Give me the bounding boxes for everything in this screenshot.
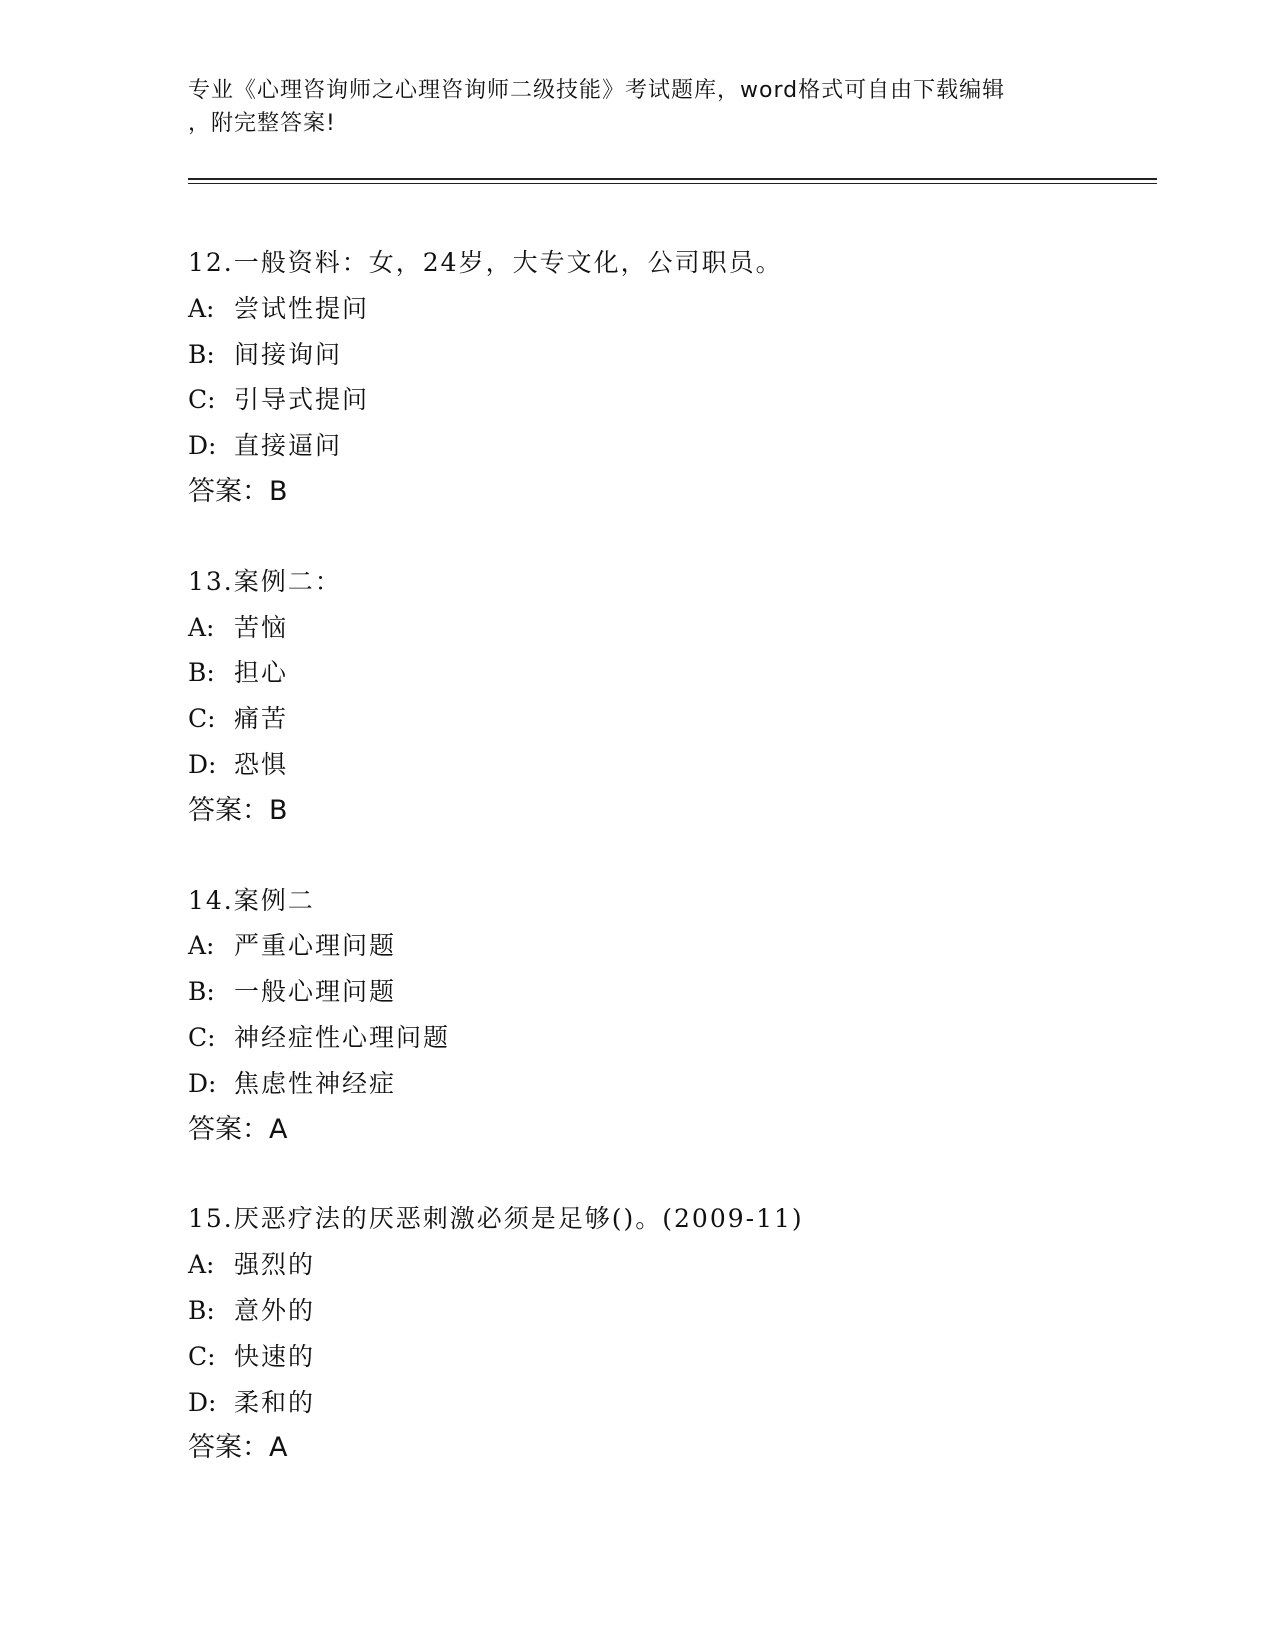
question-list (188, 240, 1148, 1515)
option-text: 恐惧 (234, 749, 289, 779)
option-a (188, 923, 1148, 969)
option-text: 担心 (234, 658, 289, 688)
option-text: 柔和的 (234, 1387, 316, 1417)
option-b (188, 332, 1148, 378)
question-15 (188, 1196, 1148, 1471)
option-text: 尝试性提问 (234, 293, 370, 323)
option-letter: B: (188, 339, 215, 369)
option-d (188, 1380, 1148, 1426)
option-letter: D: (188, 1387, 217, 1417)
option-c (188, 1015, 1148, 1061)
answer: 答案：B (188, 475, 288, 507)
header-line-1: 专业《心理咨询师之心理咨询师二级技能》考试题库，word格式可自由下载编辑 (188, 78, 1006, 103)
option-a (188, 286, 1148, 332)
option-c (188, 1334, 1148, 1380)
answer: 答案：A (188, 1113, 288, 1145)
question-14 (188, 878, 1148, 1153)
option-b (188, 650, 1148, 696)
option-text: 强烈的 (234, 1250, 316, 1280)
option-letter: B: (188, 977, 215, 1007)
option-text: 痛苦 (234, 704, 289, 734)
answer: 答案：B (188, 794, 288, 826)
option-c (188, 696, 1148, 742)
header-divider-bottom (188, 183, 1157, 184)
option-letter: A: (188, 612, 215, 642)
option-text: 间接询问 (234, 339, 343, 369)
question-title: 15.厌恶疗法的厌恶刺激必须是足够()。(2009-11) (188, 1204, 804, 1234)
option-text: 苦恼 (234, 612, 289, 642)
question-title: 13.案例二： (188, 566, 342, 596)
option-c (188, 377, 1148, 423)
option-b (188, 1288, 1148, 1334)
question-13 (188, 559, 1148, 834)
header-line-2: ，附完整答案! (188, 111, 336, 136)
option-a (188, 1242, 1148, 1288)
question-title: 14.案例二 (188, 885, 315, 915)
option-d (188, 423, 1148, 469)
option-text: 神经症性心理问题 (234, 1022, 451, 1052)
option-letter: B: (188, 1295, 215, 1325)
option-text: 快速的 (234, 1341, 316, 1371)
option-text: 焦虑性神经症 (234, 1068, 397, 1098)
option-a (188, 605, 1148, 651)
answer: 答案：A (188, 1432, 288, 1464)
document-header (188, 74, 1088, 140)
option-letter: B: (188, 658, 215, 688)
option-text: 直接逼问 (234, 431, 343, 461)
header-divider-top (188, 178, 1157, 180)
option-letter: D: (188, 431, 217, 461)
option-d (188, 1061, 1148, 1107)
question-12 (188, 240, 1148, 515)
option-letter: D: (188, 749, 217, 779)
option-letter: A: (188, 293, 215, 323)
option-letter: A: (188, 931, 215, 961)
question-title: 12.一般资料：女，24岁，大专文化，公司职员。 (188, 248, 783, 277)
option-text: 引导式提问 (234, 385, 370, 415)
option-letter: C: (188, 1022, 216, 1052)
option-d (188, 742, 1148, 788)
option-b (188, 969, 1148, 1015)
option-letter: D: (188, 1068, 217, 1098)
option-letter: C: (188, 704, 216, 734)
option-letter: A: (188, 1250, 215, 1280)
option-text: 意外的 (234, 1295, 316, 1325)
option-text: 一般心理问题 (234, 977, 397, 1007)
option-letter: C: (188, 385, 216, 415)
option-letter: C: (188, 1341, 216, 1371)
option-text: 严重心理问题 (234, 931, 397, 961)
